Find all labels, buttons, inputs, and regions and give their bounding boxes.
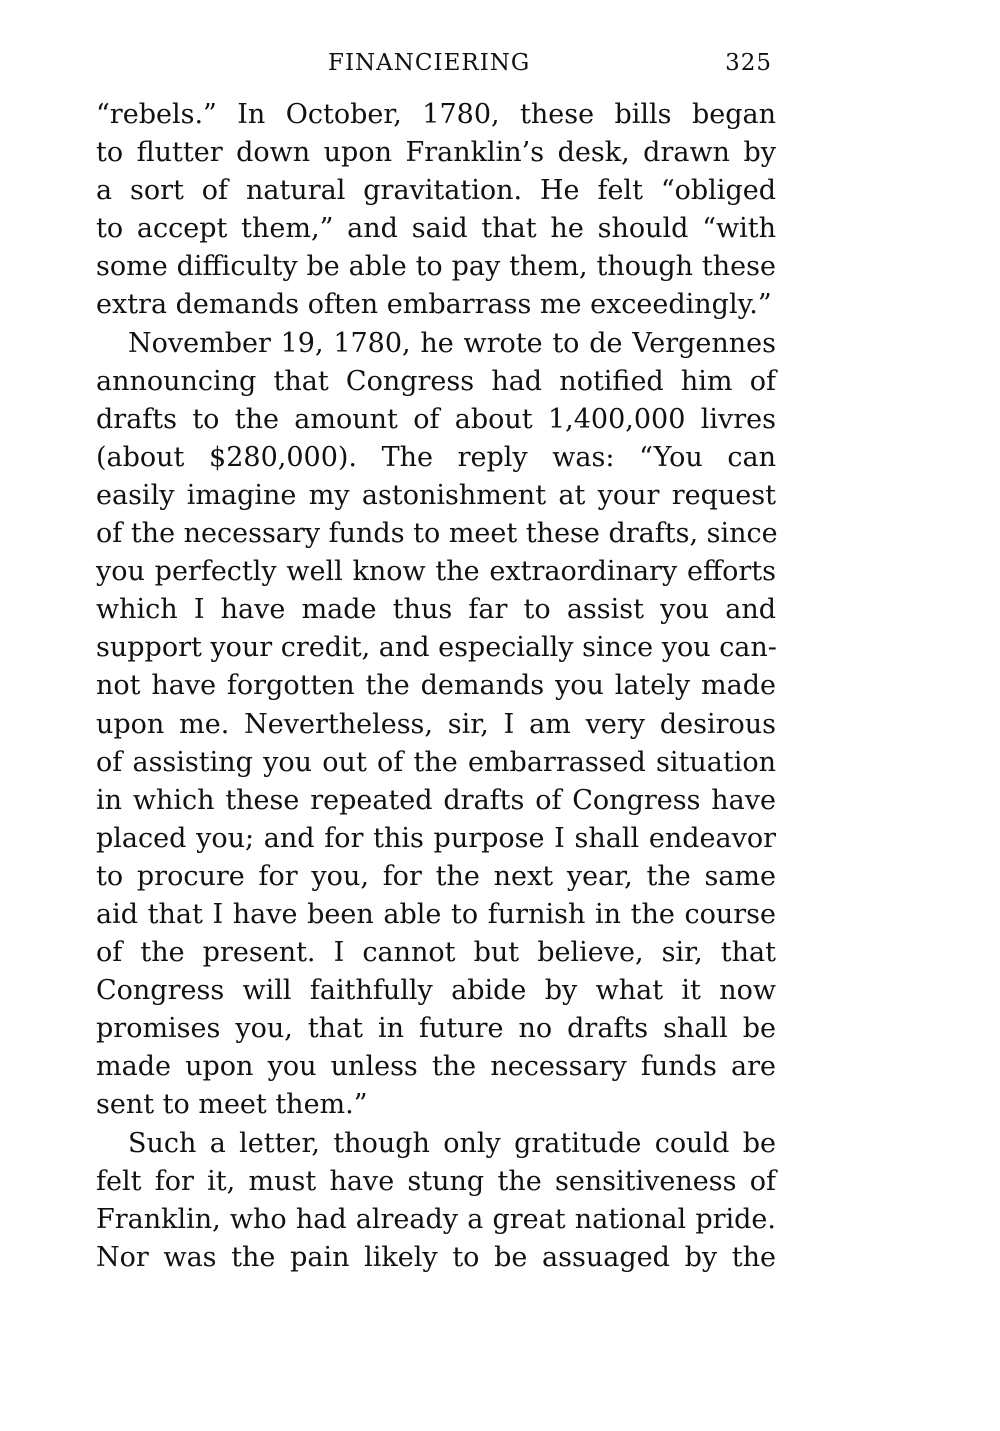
text-line: a sort of natural gravitation. He felt “obliged: [96, 175, 776, 207]
text-line: some difficulty be able to pay them, though these: [96, 251, 776, 283]
text-line: of assisting you out of the embarrassed situation: [96, 746, 776, 778]
text-line: (about $280,000). The reply was: “You can: [96, 441, 776, 473]
text-line: November 19, 1780, he wrote to de Vergennes: [128, 327, 776, 359]
paragraph: [96, 1125, 776, 1277]
text-line: felt for it, must have stung the sensitiveness of: [96, 1165, 776, 1197]
paragraph: [96, 96, 776, 325]
text-line: support your credit, and especially since you can-: [96, 632, 777, 664]
text-line: placed you; and for this purpose I shall endeavor: [96, 822, 776, 854]
text-line: which I have made thus far to assist you and: [96, 594, 776, 626]
body-text: [96, 96, 776, 1277]
text-line: Nor was the pain likely to be assuaged by the: [96, 1241, 776, 1273]
text-line: not have forgotten the demands you lately made: [96, 670, 776, 702]
page-number: 325: [725, 50, 772, 76]
running-head: [96, 50, 776, 90]
text-line: of the necessary funds to meet these drafts, since: [96, 518, 778, 550]
text-line: promises you, that in future no drafts shall be: [96, 1013, 776, 1045]
book-page: [96, 50, 776, 1277]
text-line: extra demands often embarrass me exceedingly.”: [96, 289, 772, 321]
text-line: made upon you unless the necessary funds are: [96, 1051, 776, 1083]
text-line: drafts to the amount of about 1,400,000 livres: [96, 403, 776, 435]
running-title: FINANCIERING: [328, 50, 531, 76]
text-line: Congress will faithfully abide by what it now: [96, 975, 776, 1007]
text-line: of the present. I cannot but believe, sir, that: [96, 937, 776, 969]
text-line: upon me. Nevertheless, sir, I am very desirous: [96, 708, 776, 740]
text-line: you perfectly well know the extraordinary efforts: [96, 556, 776, 588]
text-line: sent to meet them.”: [96, 1089, 368, 1121]
text-line: to procure for you, for the next year, the same: [96, 860, 776, 892]
text-line: easily imagine my astonishment at your request: [96, 479, 776, 511]
text-line: announcing that Congress had notified him of: [96, 365, 776, 397]
text-line: Franklin, who had already a great national pride.: [96, 1203, 776, 1235]
text-line: in which these repeated drafts of Congress have: [96, 784, 776, 816]
text-line: aid that I have been able to furnish in the course: [96, 898, 776, 930]
text-line: Such a letter, though only gratitude could be: [128, 1127, 776, 1159]
paragraph: [96, 325, 776, 1125]
text-line: to flutter down upon Franklin’s desk, drawn by: [96, 137, 776, 169]
text-line: “rebels.” In October, 1780, these bills began: [96, 99, 776, 130]
text-line: to accept them,” and said that he should “with: [96, 213, 776, 245]
